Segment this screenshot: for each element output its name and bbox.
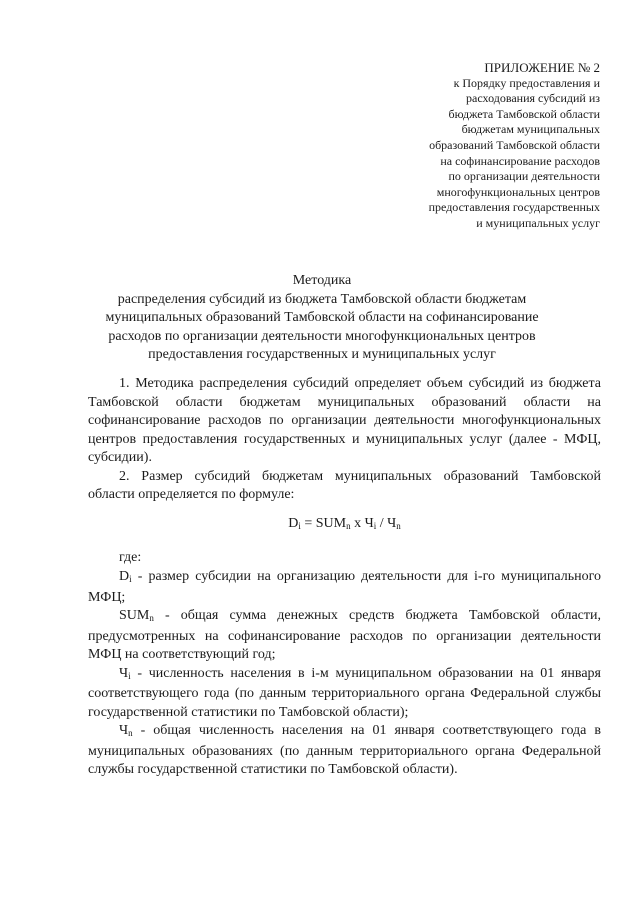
def-subscript: i — [129, 574, 132, 584]
appendix-line: на софинансирование расходов — [440, 153, 600, 168]
formula-d-sub: i — [298, 521, 301, 531]
heading-line: муниципальных образований Тамбовской области на софинансирование — [105, 310, 539, 325]
formula-ch: x Ч — [350, 516, 374, 531]
def-symbol: Ч — [119, 723, 129, 738]
paragraph-2: 2. Размер субсидий бюджетам муниципальных образований Тамбовской области определяется по формуле: — [88, 468, 601, 502]
appendix-line: образований Тамбовской области — [429, 137, 600, 152]
definitions-block — [88, 568, 601, 780]
definition-chi — [88, 665, 601, 723]
def-subscript: n — [128, 728, 133, 738]
def-symbol: Ч — [119, 665, 129, 681]
def-text: - общая численность населения на 01 января соответствующего года в муниципальных образованиях (по данным территориального органа Федеральной службы государственной статистики по Тамбовской области). — [88, 723, 601, 777]
def-text: - численность населения в i-м муниципальном образовании на 01 января соответствующего года (по данным территориального органа Федеральной службы государственной статистики по Тамбовской области); — [88, 665, 601, 720]
appendix-line: многофункциональных центров — [436, 184, 600, 199]
def-subscript: i — [128, 670, 131, 681]
def-symbol: D — [119, 569, 130, 584]
appendix-title: ПРИЛОЖЕНИЕ № 2 — [484, 60, 600, 75]
def-text: - размер субсидии на организацию деятельности для i-го муниципального МФЦ; — [88, 569, 601, 605]
formula-ch-sub: i — [373, 521, 377, 531]
paragraph-1: 1. Методика распределения субсидий определяет объем субсидий из бюджета Тамбовской области бюджетам муниципальных образований области на софинансирование расходов по организации деятельности многофункциональных центров предоставления государственных и муниципальных услуг (далее - МФЦ, субсидии). — [88, 376, 601, 465]
definition-chn — [88, 722, 601, 780]
appendix-line: бюджета Тамбовской области — [448, 106, 600, 121]
formula-d: D — [288, 516, 299, 531]
paragraph-1-block — [88, 375, 601, 505]
appendix-line: расходования субсидий из — [466, 91, 600, 106]
definition-d — [88, 568, 601, 607]
appendix-line: по организации деятельности — [448, 169, 600, 184]
formula-sum-sub: n — [346, 521, 351, 531]
appendix-line: бюджетам муниципальных — [461, 122, 600, 137]
appendix-line: к Порядку предоставления и — [453, 75, 600, 90]
heading-line: предоставления государственных и муниципальных услуг — [148, 347, 496, 362]
formula-sum: = SUM — [300, 516, 347, 531]
def-subscript: n — [149, 613, 154, 623]
appendix-header — [360, 60, 600, 232]
formula — [88, 516, 601, 532]
heading-line: распределения субсидий из бюджета Тамбовской области бюджетам — [117, 291, 527, 307]
definition-sum — [88, 607, 601, 665]
appendix-line: и муниципальных услуг — [476, 215, 600, 230]
heading-line: расходов по организации деятельности многофункциональных центров — [108, 328, 536, 344]
formula-chn-sub: n — [396, 521, 401, 531]
def-text: - общая сумма денежных средств бюджета Тамбовской области, предусмотренных на софинансирование расходов по организации деятельности МФЦ на соответствующий год; — [88, 608, 601, 662]
def-symbol: SUM — [119, 608, 150, 623]
heading-title: Методика — [292, 273, 352, 288]
formula-chn: / Ч — [376, 516, 397, 531]
appendix-line: предоставления государственных — [428, 200, 600, 215]
where-label: где: — [119, 550, 142, 565]
document-heading — [88, 272, 556, 365]
